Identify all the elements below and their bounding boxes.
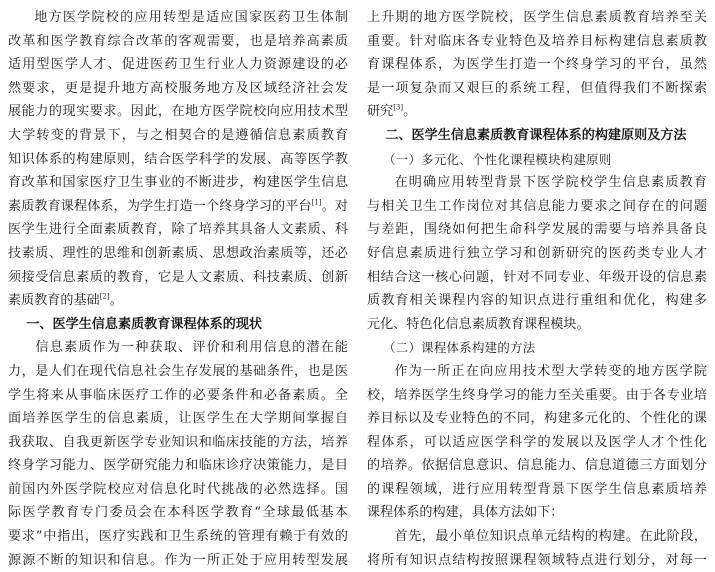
subsection-heading: （一）多元化、个性化课程模块构建原则 xyxy=(383,151,612,167)
paragraph-line: 适用型医学人才、促进医药卫生行业人力资源建设的必 xyxy=(8,57,348,73)
paragraph-line: 医学生进行全面素质教育，除了培养其具备人文素质、科 xyxy=(8,222,348,238)
citation-ref: [3] xyxy=(393,104,404,113)
paragraph-line: 养目标以及专业特色的不同，构建多元化的、个性化的课 xyxy=(367,411,707,427)
paragraph-line xyxy=(367,100,707,124)
paragraph-line: 改革和医学教育综合改革的客观需要，也是培养高素质 xyxy=(8,33,348,49)
paragraph-line: 校，培养医学生终身学习的能力至关重要。由于各专业培 xyxy=(367,387,707,403)
line-text: 素质教育课程体系，为学生打造一个终身学习的平台 xyxy=(8,198,312,214)
paragraph-line: 课程体系的构建，具体方法如下： xyxy=(367,505,564,521)
line-text: 。 xyxy=(109,293,123,309)
paragraph-line: 技素质、理性的思维和创新素质、思想政治素质等，还必 xyxy=(8,245,348,261)
paragraph-line: 好信息素质进行独立学习和创新研究的医药类专业人才 xyxy=(367,245,707,261)
line-text: 。对 xyxy=(321,198,348,214)
citation-ref: [1] xyxy=(311,198,322,207)
paragraph-line: 相结合这一核心问题，针对不同专业、年级开设的信息素 xyxy=(367,269,707,285)
paragraph-line: 然要求，更是提升地方高校服务地方及区域经济社会发 xyxy=(8,80,348,96)
paragraph-line: 是一项复杂而又艰巨的系统工程，但值得我们不断探索 xyxy=(367,80,707,96)
paragraph-line xyxy=(8,289,348,313)
paragraph-line: 须接受信息素质的教育，它是人文素质、科技素质、创新 xyxy=(8,269,348,285)
line-text: 。 xyxy=(403,104,417,120)
subsection-heading: （二）课程体系构建的方法 xyxy=(383,340,536,356)
paragraph-line xyxy=(8,195,348,219)
paragraph-line: 面培养医学生的信息素质，让医学生在大学期间掌握自 xyxy=(8,411,348,427)
paragraph-line: 重要。针对临床各专业特色及培养目标构建信息素质教 xyxy=(367,33,707,49)
paragraph-line: 作为一所正在向应用技术型大学转变的地方医学院 xyxy=(394,363,707,379)
paragraph-line: 我获取、自我更新医学专业知识和临床技能的方法，培养 xyxy=(8,434,348,450)
paragraph-line: 知识体系的构建原则，结合医学科学的发展、高等医学教 xyxy=(8,151,348,167)
paragraph-line: 质教育相关课程内容的知识点进行重组和优化，构建多 xyxy=(367,293,707,309)
left-column xyxy=(8,6,348,572)
paragraph-line: 在明确应用转型背景下医学院校学生信息素质教育 xyxy=(394,175,707,191)
section-heading: 二、医学生信息素质教育课程体系的构建原则及方法 xyxy=(385,127,687,143)
paragraph-line: 前国内外医学院校应对信息化时代挑战的必然选择。国 xyxy=(8,481,348,497)
paragraph-line: 与差距，围绕如何把生命科学发展的需要与培养具备良 xyxy=(367,222,707,238)
paragraph-line: 际医学教育专门委员会在本科医学教育“全球最低基本 xyxy=(8,505,348,521)
section-heading: 一、医学生信息素质教育课程体系的现状 xyxy=(26,316,263,332)
paragraph-line: 育课程体系，为医学生打造一个终身学习的平台，虽然 xyxy=(367,57,707,73)
paragraph-line: 学生将来从事临床医疗工作的必要条件和必备素质。全 xyxy=(8,387,348,403)
line-text: 研究 xyxy=(367,104,394,120)
paragraph-line: 终身学习能力、医学研究能力和临床诊疗决策能力，是目 xyxy=(8,458,348,474)
paragraph-line: 地方医学院校的应用转型是适应国家医药卫生体制 xyxy=(34,10,348,25)
paragraph-line: 元化、特色化信息素质教育课程模块。 xyxy=(367,316,590,332)
paragraph-line: 信息素质作为一种获取、评价和利用信息的潜在能 xyxy=(35,340,348,356)
line-text: 素质教育的基础 xyxy=(8,293,100,309)
paragraph-line: 上升期的地方医学院校，医学生信息素质教育培养至关 xyxy=(367,10,707,25)
paragraph-line: 育改革和国家医疗卫生事业的不断进步，构建医学生信息 xyxy=(8,175,348,191)
paragraph-line: 程体系，可以适应医学科学的发展以及医学人才个性化 xyxy=(367,434,707,450)
citation-ref: [2] xyxy=(99,292,110,301)
paragraph-line: 首先，最小单位知识点单元结构的构建。在此阶段， xyxy=(394,529,707,545)
paragraph-line: 要求”中指出，医疗实践和卫生系统的管理有赖于有效的 xyxy=(8,529,348,545)
paragraph-line: 与相关卫生工作岗位对其信息能力要求之间存在的问题 xyxy=(367,198,707,214)
paragraph-line: 将所有知识点结构按照课程领域特点进行划分，对每一 xyxy=(367,552,707,568)
paragraph-line: 力，是人们在现代信息社会生存发展的基础条件，也是医 xyxy=(8,363,348,379)
paragraph-line: 的培养。依据信息意识、信息能力、信息道德三方面划分 xyxy=(367,458,707,474)
paragraph-line: 大学转变的背景下，与之相契合的是遵循信息素质教育 xyxy=(8,127,348,143)
paragraph-line: 的课程领域，进行应用转型背景下医学生信息素质培养 xyxy=(367,481,707,497)
paragraph-line: 展能力的现实要求。因此，在地方医学院校向应用技术型 xyxy=(8,104,348,120)
paragraph-line: 源源不断的知识和信息。作为一所正处于应用转型发展 xyxy=(8,552,348,568)
right-column xyxy=(367,6,707,572)
